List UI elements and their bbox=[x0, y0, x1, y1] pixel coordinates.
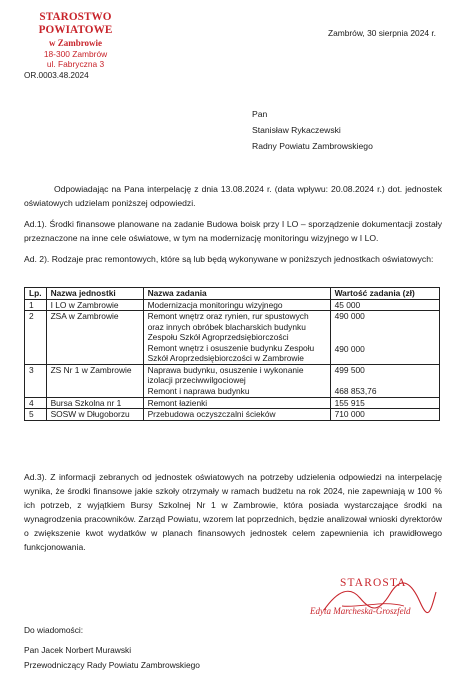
row-lp: 1 bbox=[25, 299, 47, 311]
point-1-paragraph: Ad.1). Środki finansowe planowane na zadanie Budowa boisk przy I LO – sporządzenie dokumentacji zostały przeznaczone na inne cele oświatowe, w tym na modernizację monitoringu wizyjnego w I LO. bbox=[24, 219, 442, 243]
row-task-second: Remont wnętrz i osuszenie budynku Zespołu Szkół Aroprzedsiębiorczości w Zambrowie bbox=[147, 342, 315, 363]
intro-paragraph bbox=[24, 183, 442, 211]
row-task bbox=[143, 364, 330, 397]
cc-recipient-name: Pan Jacek Norbert Murawski bbox=[24, 645, 132, 655]
row-task bbox=[143, 311, 330, 365]
addressee-name: Stanisław Rykaczewski bbox=[252, 124, 341, 135]
table-row bbox=[25, 311, 440, 365]
signatory-name: Edyta Marcheska-Groszfeld bbox=[310, 606, 411, 616]
signatory-title: STAROSTA bbox=[340, 577, 407, 589]
cc-recipient-title: Przewodniczący Rady Powiatu Zambrowskiego bbox=[24, 660, 200, 670]
row-task: Remont łazienki bbox=[143, 397, 330, 409]
row-unit: ZS Nr 1 w Zambrowie bbox=[46, 364, 143, 397]
renovation-table bbox=[24, 287, 440, 421]
row-lp: 5 bbox=[25, 409, 47, 421]
row-unit: Bursa Szkolna nr 1 bbox=[46, 397, 143, 409]
row-value: 155 915 bbox=[330, 397, 439, 409]
stamp-line-postcode: 18-300 Zambrów bbox=[43, 48, 108, 59]
row-value-second: 468 853,76 bbox=[334, 386, 377, 396]
stamp-line-office: STAROSTWO POWIATOWE bbox=[38, 11, 113, 37]
row-unit: ZSA w Zambrowie bbox=[46, 311, 143, 365]
intro-text: Odpowiadając na Pana interpelację z dnia 13.08.2024 r. (data wpływu: 20.08.2024 r.) dot. jednostek oświatowych udzielam poniższej odpowiedzi. bbox=[24, 184, 442, 208]
header-lp: Lp. bbox=[25, 288, 47, 300]
row-value: 45 000 bbox=[330, 299, 439, 311]
row-lp: 3 bbox=[25, 364, 47, 397]
addressee-block bbox=[252, 109, 373, 157]
row-unit: SOSW w Długoborzu bbox=[46, 409, 143, 421]
table-row bbox=[25, 299, 440, 311]
row-value-first: 490 000 bbox=[334, 311, 365, 321]
row-task-first: Remont wnętrz oraz rynien, rur spustowych oraz innych obróbek blacharskich budynku Zespołu Szkół Agroprzedsiębiorczości bbox=[147, 311, 309, 342]
letter-date: Zambrów, 30 sierpnia 2024 r. bbox=[327, 28, 436, 38]
header-value: Wartość zadania (zł) bbox=[330, 288, 439, 300]
office-stamp bbox=[13, 11, 138, 69]
row-value: 710 000 bbox=[330, 409, 439, 421]
point-2-paragraph: Ad. 2). Rodzaje prac remontowych, które są lub będą wykonywane w poniższych jednostkach oświatowych: bbox=[24, 254, 434, 264]
header-task: Nazwa zadania bbox=[143, 288, 330, 300]
header-unit: Nazwa jednostki bbox=[46, 288, 143, 300]
reference-number: OR.0003.48.2024 bbox=[24, 71, 89, 80]
row-task: Przebudowa oczyszczalni ścieków bbox=[143, 409, 330, 421]
table-row bbox=[25, 409, 440, 421]
row-value-second: 490 000 bbox=[334, 343, 365, 354]
addressee-salutation: Pan bbox=[252, 109, 268, 119]
stamp-line-town: w Zambrowie bbox=[48, 37, 103, 48]
row-task: Modernizacja monitoringu wizyjnego bbox=[143, 299, 330, 311]
row-value-first: 499 500 bbox=[334, 364, 365, 375]
point-3-paragraph: Ad.3). Z informacji zebranych od jednostek oświatowych na potrzeby udzielenia odpowiedzi na interpelację wynika, że środki finansowe jakie szkoły otrzymały w ramach budżetu na rok 2024, nie zapewniają w 100 % ich potrzeb, z wyjątkiem Bursy Szkolnej Nr 1 w Zambrowie, która posiada wystarczające środki na wynagrodzenia pracowników. Zarząd Powiatu, wzorem lat poprzednich, będzie analizował wnioski dyrektorów o zwiększenie kwot wydatków w planach finansowych jednostek celem zapewnienia ich prawidłowego funkcjonowania. bbox=[24, 472, 442, 552]
row-lp: 4 bbox=[25, 397, 47, 409]
stamp-line-street: ul. Fabryczna 3 bbox=[46, 58, 105, 69]
row-lp: 2 bbox=[25, 311, 47, 365]
row-unit: I LO w Zambrowie bbox=[46, 299, 143, 311]
addressee-title: Radny Powiatu Zambrowskiego bbox=[252, 140, 373, 151]
table-header-row bbox=[25, 288, 440, 300]
row-task-first: Naprawa budynku, osuszenie i wykonanie izolacji przeciwwilgociowej bbox=[147, 364, 304, 385]
row-value bbox=[330, 364, 439, 397]
table-row bbox=[25, 397, 440, 409]
table-row bbox=[25, 364, 440, 397]
cc-label: Do wiadomości: bbox=[24, 625, 84, 635]
row-task-second: Remont i naprawa budynku bbox=[147, 385, 250, 396]
row-value bbox=[330, 311, 439, 365]
